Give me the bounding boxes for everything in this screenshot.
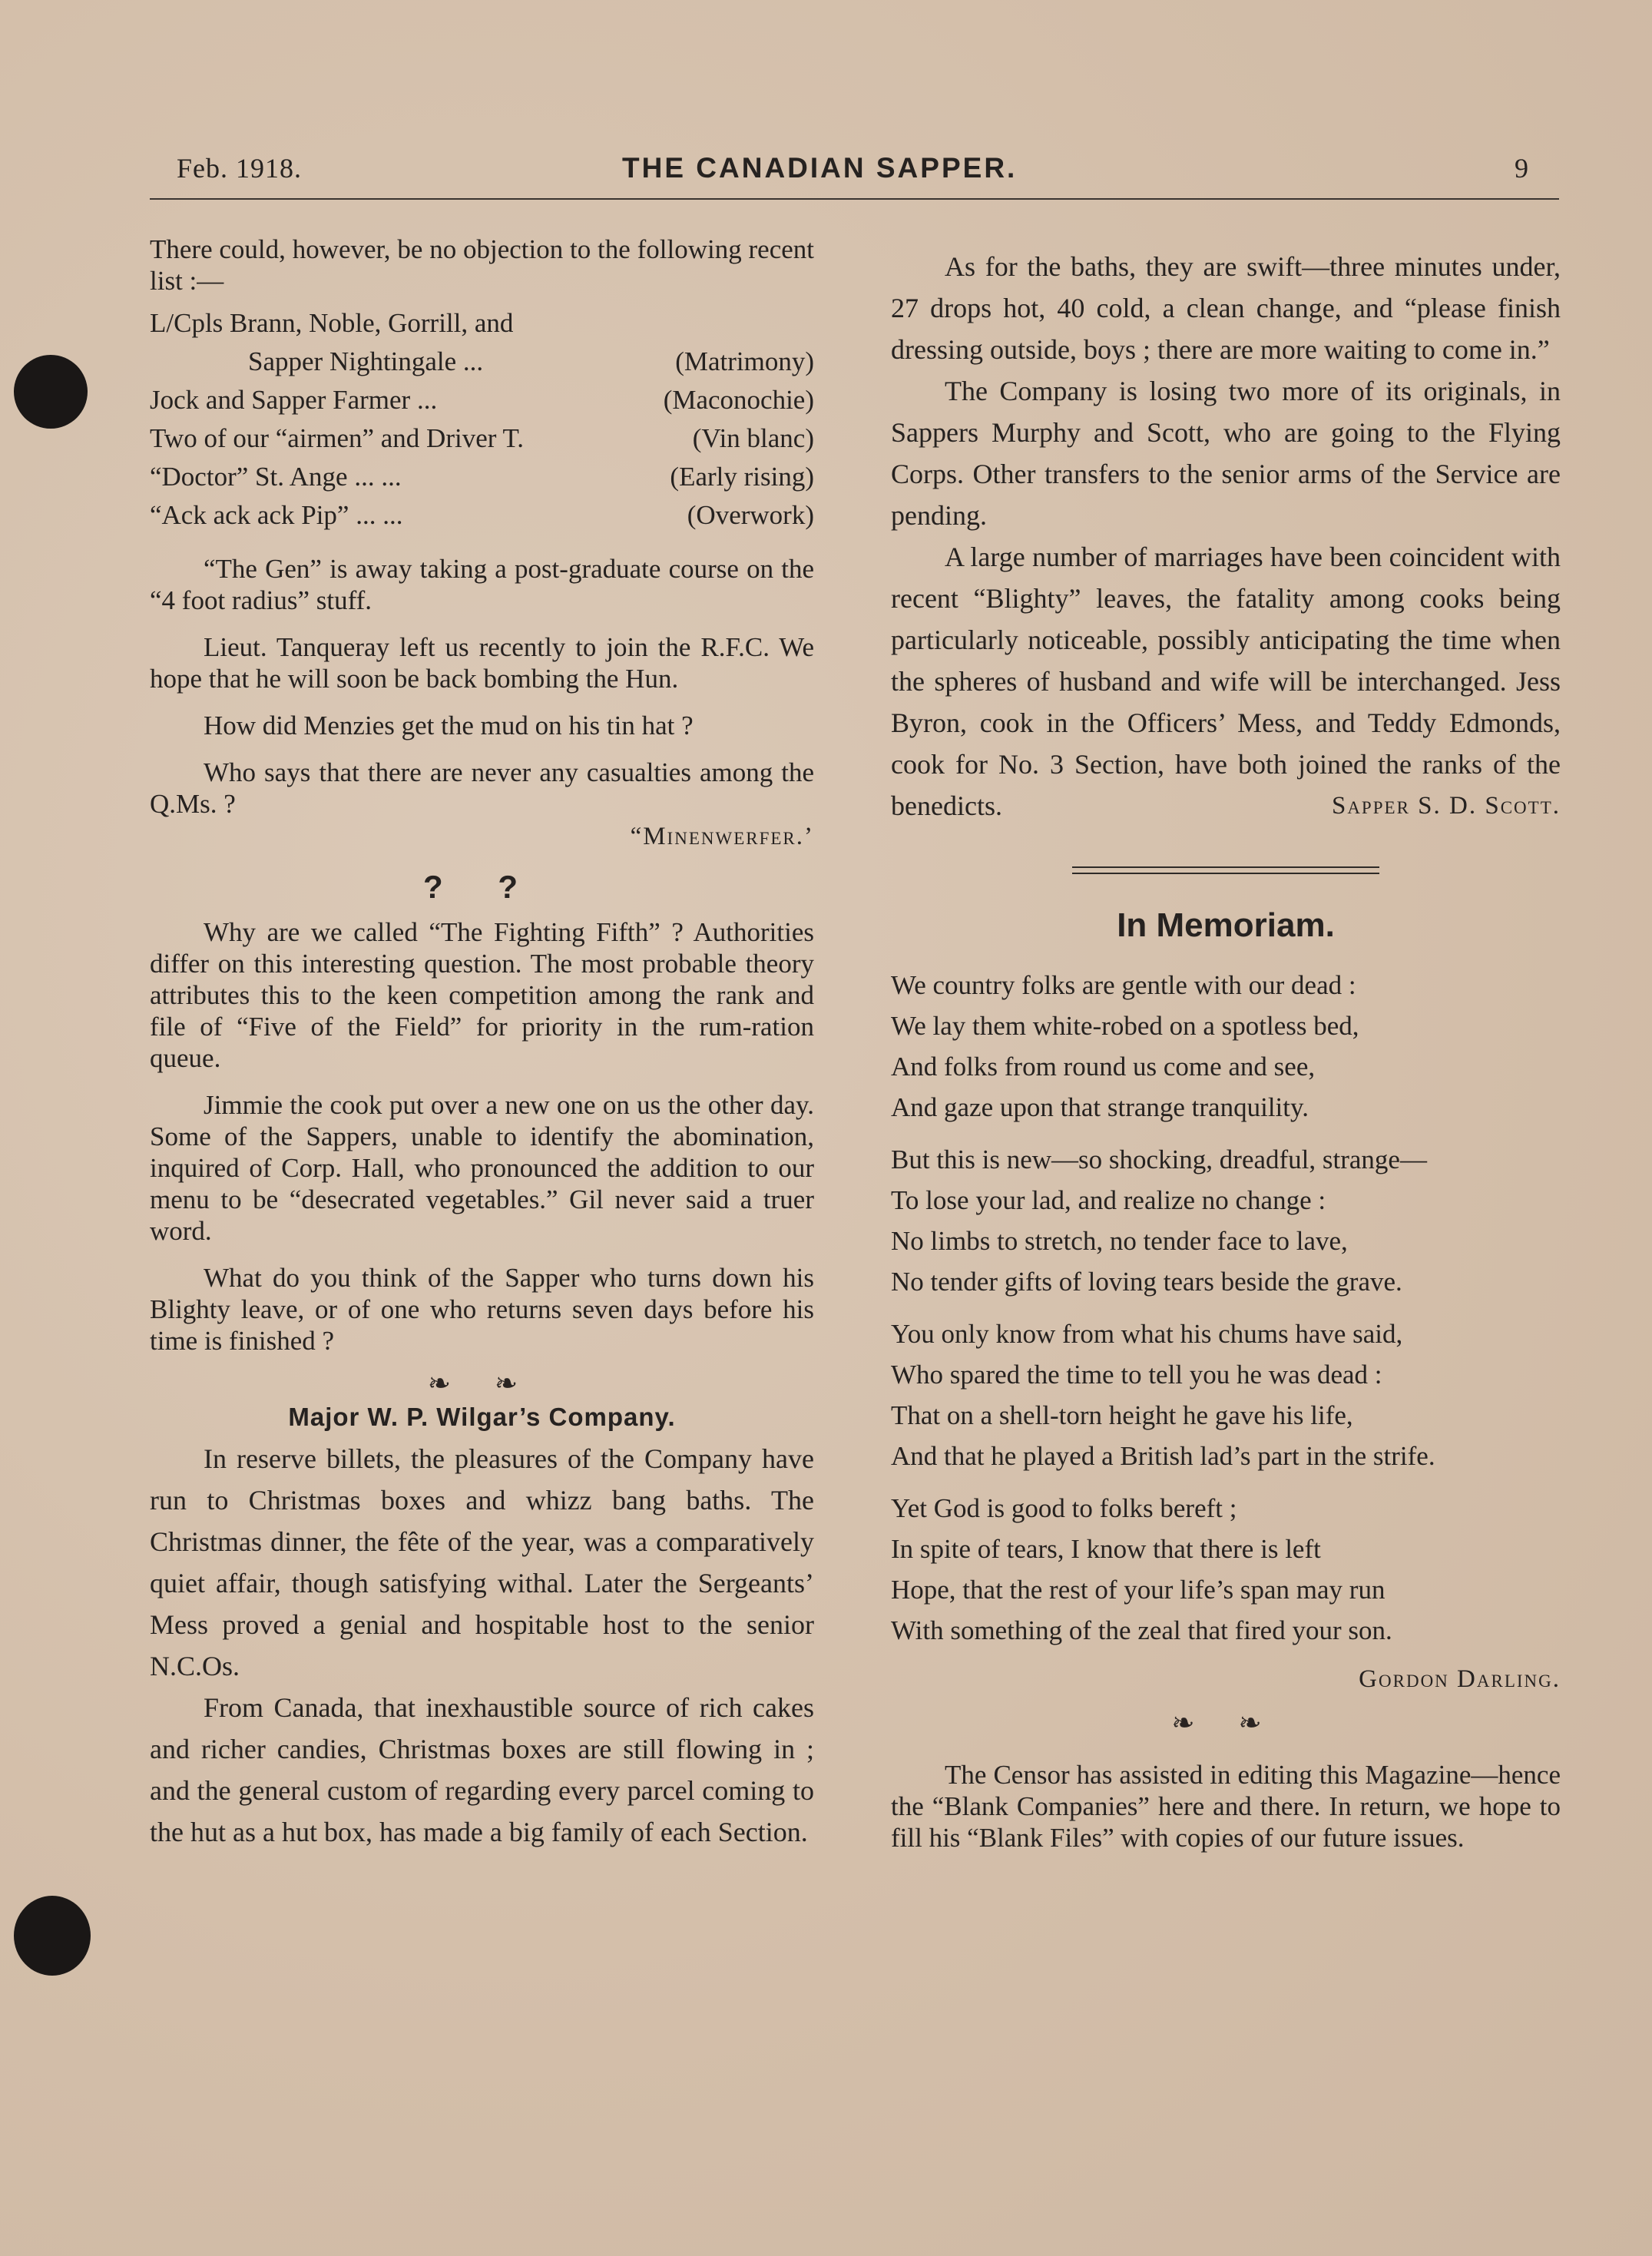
list-item: Jock and Sapper Farmer ... (Maconochie) bbox=[150, 385, 814, 415]
paragraph: Why are we called “The Fighting Fifth” ? Authorities differ on this interesting question. The most probable theory attributes this to the keen competition among the rank and file of “Five of the Field” for priority in the rum-ration queue. bbox=[150, 917, 814, 1073]
paragraph: In reserve billets, the pleasures of the Company have run to Christmas boxes and whizz bang baths. The Christmas dinner, the fête of the year, was a comparatively quiet affair, though satisfying withal. Later the Sergeants’ Mess proved a genial and hospitable host to the senior N.C.Os. bbox=[150, 1443, 814, 1681]
paragraph: From Canada, that inexhaustible source of rich cakes and richer candies, Christmas boxes are still flowing in ; and the general custom of regarding every parcel coming to the hut as a hut box, has made a big family of each Section. bbox=[150, 1692, 814, 1847]
ornament-divider: ❧ ❧ bbox=[427, 1368, 537, 1399]
censor-note: The Censor has assisted in editing this Magazine—hence the “Blank Companies” here and there. In return, we hope to fill his “Blank Files” with copies of our future issues. bbox=[891, 1760, 1561, 1853]
poem-stanza: You only know from what his chums have said, Who spared the time to tell you he was dead : That on a shell-torn height he gave his life, And that he played a British lad’s part in the strife. bbox=[891, 1319, 1435, 1471]
poem-stanza: Yet God is good to folks bereft ; In spite of tears, I know that there is left Hope, that the rest of your life’s span may run With something of the zeal that fired your son. bbox=[891, 1493, 1392, 1645]
list-item: L/Cpls Brann, Noble, Gorrill, and bbox=[150, 308, 514, 338]
poem-stanza: We country folks are gentle with our dead : We lay them white-robed on a spotless bed, And folks from round us come and see, And gaze upon that strange tranquility. bbox=[891, 970, 1359, 1122]
signature-scott: Sapper S. D. Scott. bbox=[1331, 792, 1561, 820]
paragraph: A large number of marriages have been coincident with recent “Blighty” leaves, the fatality among cooks being particularly noticeable, possibly anticipating the time when the spheres of husband and wife will be interchanged. Jess Byron, cook in the Officers’ Mess, and Teddy Edmonds, cook for No. 3 Section, have both joined the ranks of the benedicts. bbox=[891, 542, 1561, 821]
double-rule bbox=[1072, 866, 1379, 874]
header-rule bbox=[150, 198, 1559, 200]
paragraph: What do you think of the Sapper who turns down his Blighty leave, or of one who returns seven days before his time is finished ? bbox=[150, 1263, 814, 1356]
binder-hole-bottom bbox=[14, 1896, 91, 1976]
poem-author: Gordon Darling. bbox=[1359, 1665, 1561, 1693]
binder-hole-top bbox=[14, 355, 88, 429]
right-column bbox=[891, 246, 1561, 1853]
paragraph: Jimmie the cook put over a new one on us the other day. Some of the Sappers, unable to identify the abomination, inquired of Corp. Hall, who pronounced the addition to our menu to be “desecrated vegetables.” Gil never said a truer word. bbox=[150, 1090, 814, 1246]
paragraph: How did Menzies get the mud on his tin hat ? bbox=[204, 711, 694, 740]
paragraph: Who says that there are never any casualties among the Q.Ms. ? bbox=[150, 757, 814, 819]
issue-date: Feb. 1918. bbox=[177, 153, 302, 184]
list-item: Sapper Nightingale ... (Matrimony) bbox=[248, 346, 814, 376]
page-number: 9 bbox=[1515, 153, 1528, 184]
poem-stanza: But this is new—so shocking, dreadful, strange— To lose your lad, and realize no change : No limbs to stretch, no tender face to lave, No tender gifts of loving tears beside the grave. bbox=[891, 1145, 1427, 1297]
paragraph: The Company is losing two more of its originals, in Sappers Murphy and Scott, who are going to the Flying Corps. Other transfers to the senior arms of the Service are pending. bbox=[891, 376, 1561, 531]
question-marks-divider: ? ? bbox=[423, 869, 541, 905]
signature-minenwerfer: “Minenwerfer.’ bbox=[630, 823, 814, 850]
poem-title: In Memoriam. bbox=[1117, 906, 1335, 944]
casualty-list bbox=[150, 307, 814, 538]
paragraph: “The Gen” is away taking a post-graduate course on the “4 foot radius” stuff. bbox=[150, 554, 814, 615]
list-intro: There could, however, be no objection to the following recent list :— bbox=[150, 234, 814, 296]
list-item: “Doctor” St. Ange ... ... (Early rising) bbox=[150, 462, 814, 492]
left-column bbox=[150, 234, 814, 1853]
list-item: “Ack ack ack Pip” ... ... (Overwork) bbox=[150, 500, 814, 530]
list-item: Two of our “airmen” and Driver T. (Vin blanc) bbox=[150, 423, 814, 453]
section-heading: Major W. P. Wilgar’s Company. bbox=[288, 1403, 676, 1431]
magazine-title: THE CANADIAN SAPPER. bbox=[622, 152, 1018, 184]
page-header bbox=[177, 147, 1528, 194]
ornament-divider: ❧ ❧ bbox=[1171, 1708, 1280, 1738]
paragraph: As for the baths, they are swift—three minutes under, 27 drops hot, 40 cold, a clean change, and “please finish dressing outside, boys ; there are more waiting to come in.” bbox=[891, 251, 1561, 365]
paragraph: Lieut. Tanqueray left us recently to join the R.F.C. We hope that he will soon be back bombing the Hun. bbox=[150, 632, 814, 694]
